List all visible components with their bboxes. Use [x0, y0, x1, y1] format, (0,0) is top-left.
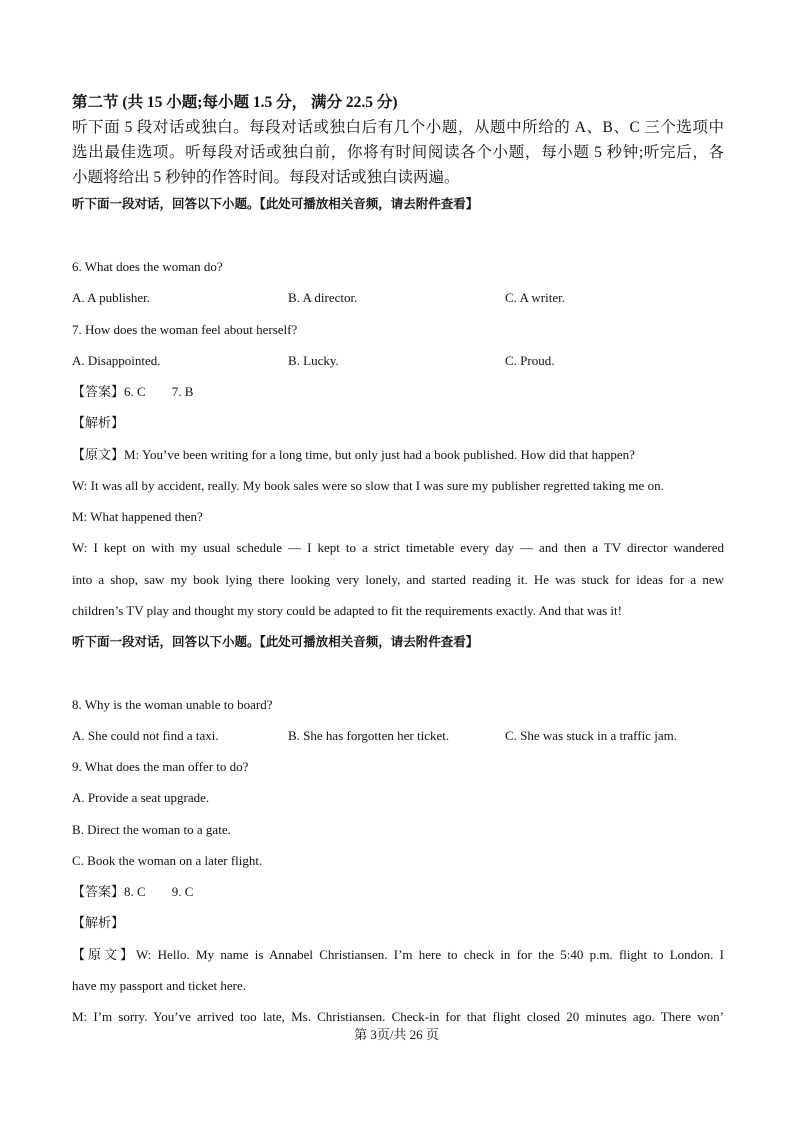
question-8-option-c: C. She was stuck in a traffic jam.	[505, 728, 677, 743]
question-9-option-b: B. Direct the woman to a gate.	[72, 822, 231, 837]
question-8-stem: 8. Why is the woman unable to board?	[72, 697, 273, 712]
transcript-text: M: You’ve been writing for a long time, but only just had a book published. How did that happen?	[124, 447, 635, 462]
question-9-stem: 9. What does the man offer to do?	[72, 759, 249, 774]
answer-6: 6. C	[124, 384, 146, 399]
answer-7: 7. B	[171, 384, 194, 399]
transcript-label: 【原文】	[72, 947, 137, 962]
page-footer: 第 3页/共 26 页	[354, 1027, 439, 1042]
question-6-stem: 6. What does the woman do?	[72, 259, 223, 274]
question-8-option-a: A. She could not find a taxi.	[72, 728, 219, 743]
transcript-2-line-3: M: I’m sorry. You’ve arrived too late, Ms. Christiansen. Check-in for that flight closed 20 minutes ago. There won’	[72, 1009, 724, 1024]
analysis-label-2: 【解析】	[72, 915, 125, 930]
question-6-option-a: A. A publisher.	[72, 290, 151, 305]
section-heading: 第二节 (共 15 小题;每小题 1.5 分， 满分 22.5 分)	[72, 94, 398, 111]
transcript-1-line-2: W: It was all by accident, really. My book sales were so slow that I was sure my publisher regretted taking me on.	[72, 478, 664, 493]
analysis-label-1: 【解析】	[72, 415, 125, 430]
transcript-1-line-5: into a shop, saw my book lying there looking very lonely, and started reading it. He was stuck for ideas for a new	[72, 572, 724, 587]
answer-8: 8. C	[124, 884, 146, 899]
answer-9: 9. C	[171, 884, 194, 899]
transcript-2-line-2: have my passport and ticket here.	[72, 978, 246, 993]
answer-block-2	[72, 883, 724, 901]
question-6-option-b: B. A director.	[288, 290, 358, 305]
answer-label: 【答案】	[72, 884, 125, 899]
question-8-option-b: B. She has forgotten her ticket.	[288, 728, 450, 743]
instruction-line-1: 听下面 5 段对话或独白。每段对话或独白后有几个小题，从题中所给的 A、B、C 三个选项中	[72, 119, 724, 136]
audio-note-2: 听下面一段对话，回答以下小题。【此处可播放相关音频，请去附件查看】	[72, 635, 479, 649]
transcript-1-line-4: W: I kept on with my usual schedule — I kept to a strict timetable every day — and then a TV director wandered	[72, 540, 724, 555]
question-7-option-b: B. Lucky.	[288, 353, 339, 368]
answer-block-1	[72, 383, 724, 401]
transcript-2-line-1	[72, 946, 724, 964]
instruction-line-3: 小题将给出 5 秒钟的作答时间。每段对话或独白读两遍。	[72, 169, 460, 186]
answer-label: 【答案】	[72, 384, 125, 399]
question-7-stem: 7. How does the woman feel about herself?	[72, 322, 298, 337]
question-7-option-a: A. Disappointed.	[72, 353, 161, 368]
instruction-line-2: 选出最佳选项。听每段对话或独白前，你将有时间阅读各个小题，每小题 5 秒钟;听完后，各	[72, 144, 724, 161]
question-9-option-a: A. Provide a seat upgrade.	[72, 790, 210, 805]
question-7-option-c: C. Proud.	[505, 353, 555, 368]
transcript-1-line-1	[72, 446, 724, 464]
question-6-option-c: C. A writer.	[505, 290, 565, 305]
question-9-option-c: C. Book the woman on a later flight.	[72, 853, 263, 868]
transcript-1-line-3: M: What happened then?	[72, 509, 203, 524]
transcript-1-line-6: children’s TV play and thought my story could be adapted to fit the requirements exactly. And that was it!	[72, 603, 622, 618]
audio-note-1: 听下面一段对话，回答以下小题。【此处可播放相关音频，请去附件查看】	[72, 197, 479, 211]
transcript-text: W: Hello. My name is Annabel Christiansen. I’m here to check in for the 5:40 p.m. flight to London. I	[136, 947, 724, 962]
transcript-label: 【原文】	[72, 447, 125, 462]
